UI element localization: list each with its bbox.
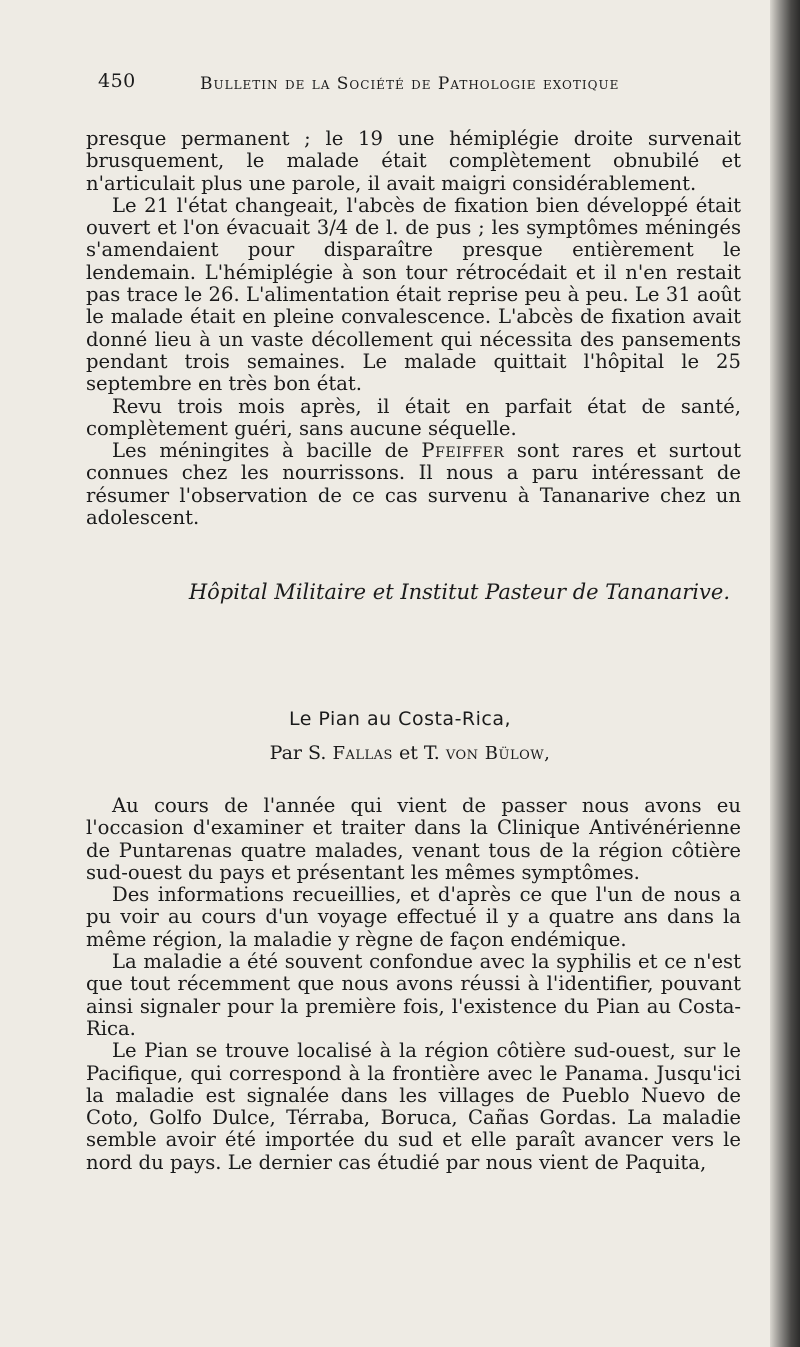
article-paragraph: Au cours de l'année qui vient de passer nous avons eu l'occasion d'examiner et traiter dans la Clinique Antivénérienne de Puntarenas quatre malades, venant tous de la région côtière sud-ouest du pays et présentant les mêmes symptômes. [86,794,741,884]
conclusion-paragraph [86,440,741,529]
article-paragraph: Des informations recueillies, et d'après ce que l'un de nous a pu voir au cours d'un voyage effectué il y a quatre ans dans la même région, la maladie y règne de façon endémique. [86,883,741,951]
article-body [86,795,741,1174]
affiliation: Hôpital Militaire et Institut Pasteur de Tananarive. [188,580,730,604]
article-paragraph: La maladie a été souvent confondue avec la syphilis et ce n'est que tout récemment que nous avons réussi à l'identifier, pouvant ainsi signaler pour la première fois, l'existence du Pian au Costa-Rica. [86,950,741,1040]
case-paragraph: Le 21 l'état changeait, l'abcès de fixation bien développé était ouvert et l'on évacuait 3/4 de l. de pus ; les symptômes méningés s'amendaient pour disparaître presque entièrement le lendemain. L'hémiplégie à son tour rétrocédait et il n'en restait pas trace le 26. L'alimentation était reprise peu à peu. Le 31 août le malade était en pleine convalescence. L'abcès de fixation avait donné lieu à un vaste décollement qui nécessita des pansements pendant trois semaines. Le malade quittait l'hôpital le 25 septembre en très bon état. [86,193,741,396]
case-report-text [86,128,741,529]
page-header [98,70,738,100]
byline [0,742,800,764]
case-paragraph: Revu trois mois après, il était en parfait état de santé, complètement guéri, sans aucune séquelle. [86,394,741,440]
author-name-pfeiffer: Pfeiffer [421,439,505,463]
article-title: Le Pian au Costa-Rica, [288,707,512,730]
page-edge-shadow [770,0,800,1347]
author-von-bulow: von Bülow, [445,743,551,764]
article-paragraph: Le Pian se trouve localisé à la région côtière sud-ouest, sur le Pacifique, qui correspond à la frontière avec le Panama. Jusqu'ici la maladie est signalée dans les villages de Pueblo Nuevo de Coto, Golfo Dulce, Térraba, Boruca, Cañas Gordas. La maladie semble avoir été importée du sud et elle paraît avancer vers le nord du pays. Le dernier cas étudié par nous vient de Paquita, [86,1039,741,1174]
conclusion-text-start: Les méningites à bacille de [112,439,422,463]
running-title: Bulletin de la Société de Pathologie exotique [200,74,620,94]
byline-joiner: et T. [392,742,446,764]
author-fallas: Fallas [332,743,393,764]
case-paragraph: presque permanent ; le 19 une hémiplégie droite survenait brusquement, le malade était complètement obnubilé et n'articulait plus une parole, il avait maigri considérablement. [86,127,741,195]
conclusion-text-end: sont rares et surtout connues chez les nourrissons. Il nous a paru intéressant de résumer l'observation de ce cas survenu à Tananarive chez un adolescent. [86,439,742,530]
page-number: 450 [98,70,136,92]
byline-prefix: Par S. [269,742,333,764]
